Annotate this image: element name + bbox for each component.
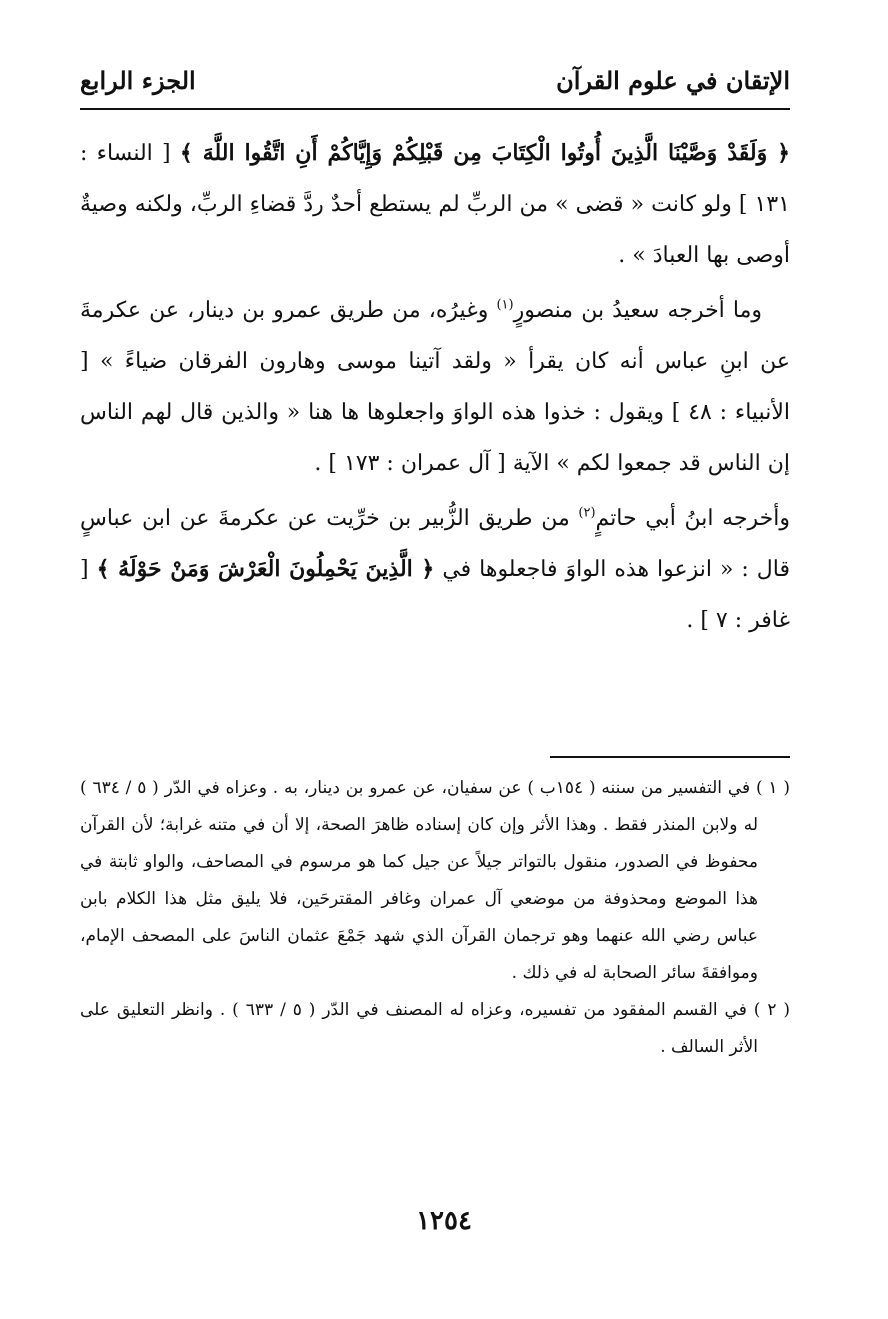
page-number: ١٢٥٤ xyxy=(416,1206,472,1236)
paragraph-text: من طريق الزُّبير بن خرِّيت عن عكرمةَ عن ابن عباسٍ قال : « انزعوا هذه الواوَ فاجعلوها في xyxy=(80,506,791,582)
footnote-2: ( ٢ ) في القسم المفقود من تفسيره، وعزاه له المصنف في الدّر ( ٥ / ٦٣٣ ) . وانظر التعليق على الأثر السالف . xyxy=(80,1000,791,1057)
paragraph-1 xyxy=(80,128,790,281)
footnote-marker-2[interactable]: (٢) xyxy=(578,505,596,521)
footnote-divider xyxy=(550,756,790,758)
quran-verse: ﴿ وَلَقَدْ وَصَّيْنَا الَّذِينَ أُوتُوا الْكِتَابَ مِن قَبْلِكُمْ وَإِيَّاكُمْ أَنِ اتَّقُوا اللَّهَ ﴾ xyxy=(179,140,791,166)
paragraph-3 xyxy=(80,493,790,646)
volume-label: الجزء الرابع xyxy=(80,65,196,95)
running-header xyxy=(80,58,790,102)
footnote-marker-1[interactable]: (١) xyxy=(496,297,514,313)
book-title: الإتقان في علوم القرآن xyxy=(556,65,790,95)
paragraph-2 xyxy=(80,285,790,489)
paragraph-text: وما أخرجه سعيدُ بن منصورٍ xyxy=(513,298,763,323)
paragraph-text: وأخرجه ابنُ أبي حاتمٍ xyxy=(595,506,790,531)
quran-verse: ﴿ الَّذِينَ يَحْمِلُونَ الْعَرْشَ وَمَنْ حَوْلَهُ ﴾ xyxy=(96,556,435,582)
header-divider xyxy=(80,108,790,110)
main-text xyxy=(80,128,790,646)
paragraph-text: [ غافر : ٧ ] . xyxy=(80,557,790,633)
paragraph-text: وغيرُه، من طريق عمرو بن دينار، عن عكرمةَ عن ابنِ عباس أنه كان يقرأ « ولقد آتينا موسى وهارون الفرقان ضياءً » [ الأنبياء : ٤٨ ] ويقول : خذوا هذه الواوَ واجعلوها ها هنا « والذين قال لهم الناس إن الناس قد جمعوا لكم » الآية [ آل عمران : ١٧٣ ] . xyxy=(80,298,790,476)
footnotes xyxy=(80,770,790,1066)
footnote-1: ( ١ ) في التفسير من سننه ( ١٥٤ب ) عن سفيان، عن عمرو بن دينار، به . وعزاه في الدّر ( ٥ / ٦٣٤ ) له ولابن المنذر فقط . وهذا الأثر وإن كان إسناده ظاهرَ الصحة، إلا أن في متنه غرابة؛ لأن القرآن محفوظ في الصدور، منقول بالتواتر جيلاً عن جيل كما هو مرسوم في المصاحف، والواو ثابتة في هذا الموضع ومحذوفة من موضعي آل عمران وغافر المقترحَين، فلا يليق مثل هذا الكلام بابن عباس رضي الله عنهما وهو ترجمان القرآن الذي شهد جَمْعَ عثمان الناسَ على المصحف الإمام، وموافقةَ سائر الصحابة له في ذلك . xyxy=(80,778,790,983)
paragraph-text: [ النساء : ١٣١ ] ولو كانت « قضى » من الربِّ لم يستطع أحدٌ ردَّ قضاءِ الربِّ، ولكنه وصيةٌ أوصى بها العبادَ » . xyxy=(80,141,790,268)
